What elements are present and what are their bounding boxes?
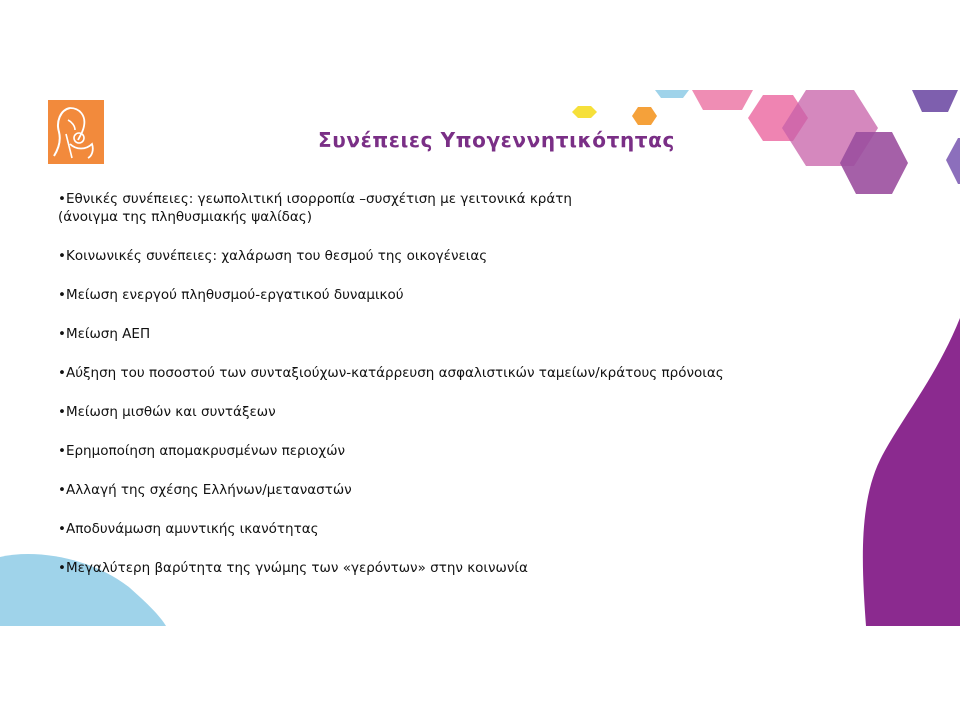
violet-hexagon-top bbox=[912, 90, 958, 112]
bullet-item: •Μείωση μισθών και συντάξεων bbox=[58, 404, 276, 420]
mother-and-child-icon bbox=[48, 100, 104, 164]
bullet-item: •Μείωση ενεργού πληθυσμού-εργατικού δυναμικού bbox=[58, 287, 404, 303]
orange-hexagon bbox=[632, 107, 657, 125]
bullet-list bbox=[58, 190, 818, 598]
pink-hexagon-top bbox=[692, 90, 753, 110]
bullet-item bbox=[58, 190, 818, 226]
slide-title: Συνέπειες Υπογεννητικότητας bbox=[318, 128, 675, 152]
bullet-item: •Ερημοποίηση απομακρυσμένων περιοχών bbox=[58, 443, 346, 459]
bullet-item: •Αύξηση του ποσοστού των συνταξιούχων-κατάρρευση ασφαλιστικών ταμείων/κράτους πρόνοιας bbox=[58, 365, 724, 381]
bullet-item: •Μείωση ΑΕΠ bbox=[58, 326, 151, 342]
violet-hexagon-edge bbox=[946, 138, 960, 184]
bullet-text-continuation: (άνοιγμα της πληθυσμιακής ψαλίδας) bbox=[58, 209, 312, 225]
purple-sweep-shape bbox=[863, 318, 960, 626]
bullet-item: •Αποδυνάμωση αμυντικής ικανότητας bbox=[58, 521, 319, 537]
light-blue-hexagon bbox=[655, 90, 689, 98]
logo bbox=[48, 100, 104, 164]
yellow-hexagon bbox=[572, 106, 597, 118]
bullet-item: •Μεγαλύτερη βαρύτητα της γνώμης των «γερόντων» στην κοινωνία bbox=[58, 560, 528, 576]
bullet-item: •Κοινωνικές συνέπειες: χαλάρωση του θεσμού της οικογένειας bbox=[58, 248, 488, 264]
bullet-text: •Εθνικές συνέπειες: γεωπολιτική ισορροπία –συσχέτιση με γειτονικά κράτη bbox=[58, 191, 572, 207]
bullet-item: •Αλλαγή της σχέσης Ελλήνων/μεταναστών bbox=[58, 482, 352, 498]
